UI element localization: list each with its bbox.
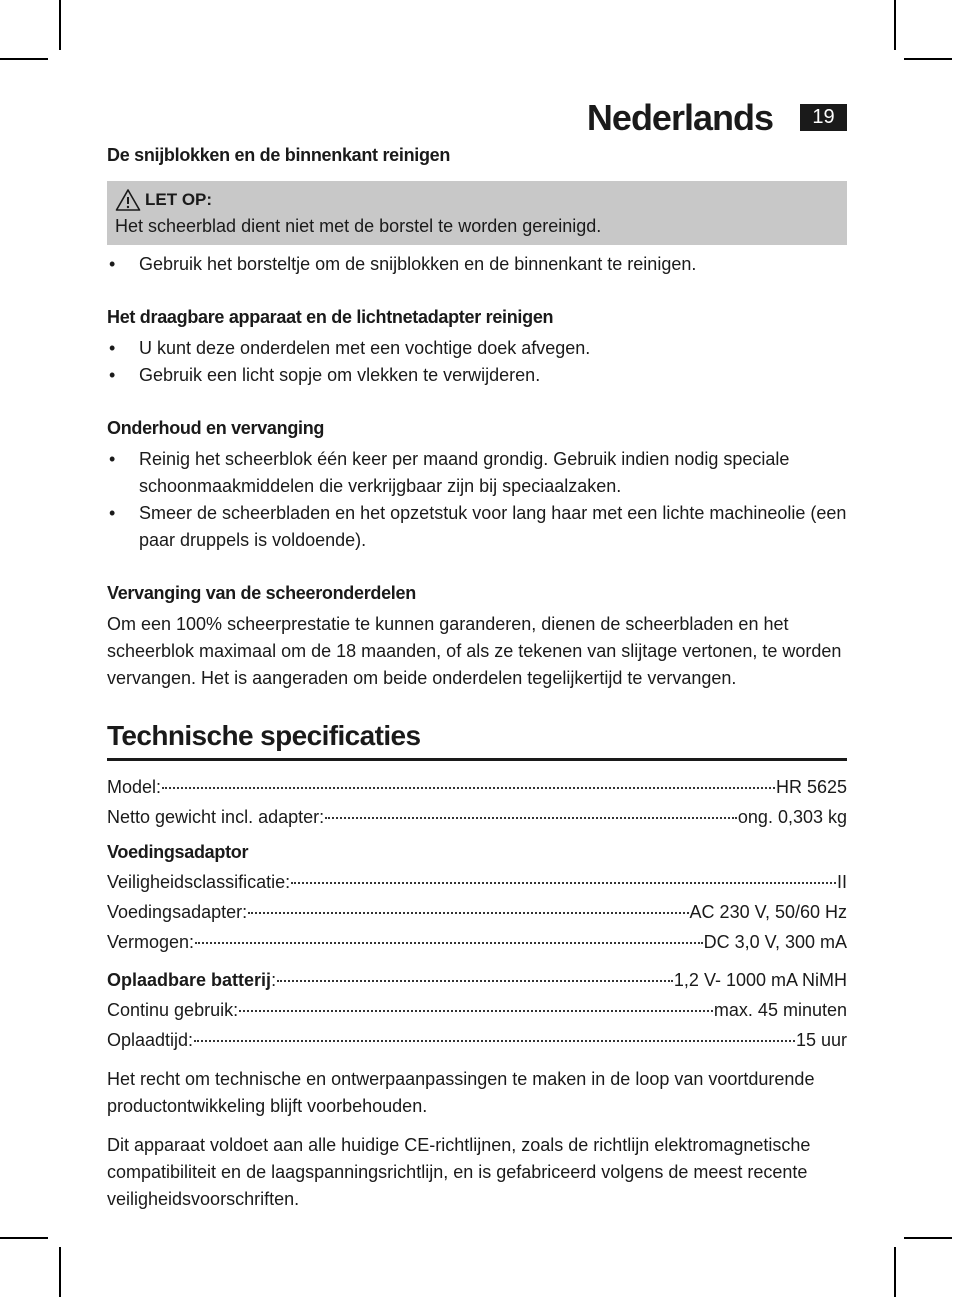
spec-row: Veiligheidsclassificatie: II: [107, 866, 847, 896]
specs-general: [107, 771, 847, 831]
bullet-list: [107, 335, 847, 389]
page-number-badge: 19: [800, 104, 847, 131]
list-item: • Smeer de scheerbladen en het opzetstuk voor lang haar met een lichte machineolie (een paar druppels is voldoende).: [107, 500, 847, 554]
spec-row: Model: HR 5625: [107, 771, 847, 801]
warning-notice: [107, 181, 847, 245]
crop-mark: [59, 0, 61, 50]
warning-triangle-icon: [115, 188, 141, 212]
page-header: [107, 95, 847, 143]
page-content: [107, 142, 847, 1213]
list-item: • U kunt deze onderdelen met een vochtige doek afvegen.: [107, 335, 847, 362]
specs-adapter: [107, 866, 847, 956]
list-item: • Gebruik het borsteltje om de snijblokken en de binnenkant te reinigen.: [107, 251, 847, 278]
paragraph: Om een 100% scheerprestatie te kunnen garanderen, dienen de scheerbladen en het scheerblok maximaal om de 18 maanden, of als ze tekenen van slijtage vertonen, te worden vervangen. Het is aangeraden om beide onderdelen tegelijkertijd te vervangen.: [107, 614, 842, 688]
spec-row: Netto gewicht incl. adapter: ong. 0,303 kg: [107, 801, 847, 831]
spec-row: Voedingsadapter: AC 230 V, 50/60 Hz: [107, 896, 847, 926]
spec-row: Continu gebruik: max. 45 minuten: [107, 994, 847, 1024]
spec-row: Oplaadbare batterij: 1,2 V- 1000 mA NiMH: [107, 964, 847, 994]
spec-row: Vermogen: DC 3,0 V, 300 mA: [107, 926, 847, 956]
section-heading: De snijblokken en de binnenkant reinigen: [107, 145, 451, 165]
spec-row: Oplaadtijd: 15 uur: [107, 1024, 847, 1054]
section-heading: Het draagbare apparaat en de lichtnetadapter reinigen: [107, 307, 554, 327]
specs-title: Technische specificaties: [107, 720, 847, 761]
spec-group-heading: Voedingsadaptor: [107, 842, 249, 862]
crop-mark: [0, 1237, 48, 1239]
section-heading: Onderhoud en vervanging: [107, 418, 325, 438]
bullet-list: [107, 251, 847, 278]
notice-text: Het scheerblad dient niet met de borstel te worden gereinigd.: [115, 216, 602, 236]
paragraph: Dit apparaat voldoet aan alle huidige CE-richtlijnen, zoals de richtlijn elektromagnetische compatibiliteit en de laagspanningsrichtlijn, en is gefabriceerd volgens de meest recente veiligheidsvoorschriften.: [107, 1135, 811, 1209]
crop-mark: [904, 58, 952, 60]
language-title: Nederlands: [586, 97, 773, 138]
list-item: • Gebruik een licht sopje om vlekken te verwijderen.: [107, 362, 847, 389]
section-heading: Vervanging van de scheeronderdelen: [107, 583, 416, 603]
paragraph: Het recht om technische en ontwerpaanpassingen te maken in de loop van voortdurende productontwikkeling blijft voorbehouden.: [107, 1069, 815, 1116]
notice-title: LET OP:: [145, 190, 213, 209]
crop-mark: [59, 1247, 61, 1297]
bullet-list: [107, 446, 847, 554]
crop-mark: [0, 58, 48, 60]
list-item: • Reinig het scheerblok één keer per maand grondig. Gebruik indien nodig speciale schoonmaakmiddelen die verkrijgbaar zijn bij speciaalzaken.: [107, 446, 847, 500]
crop-mark: [894, 1247, 896, 1297]
crop-mark: [904, 1237, 952, 1239]
specs-battery: [107, 964, 847, 1054]
crop-mark: [894, 0, 896, 50]
